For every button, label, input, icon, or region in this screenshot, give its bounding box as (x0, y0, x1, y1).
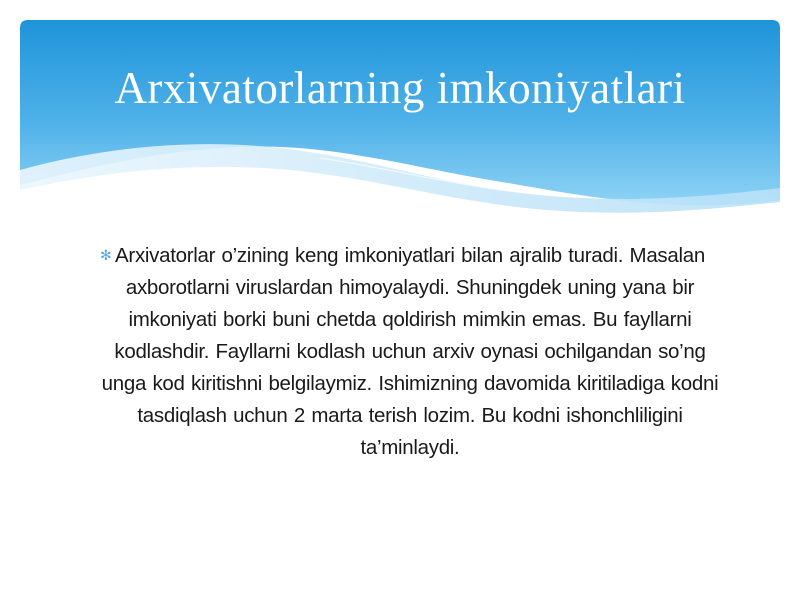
header-wave-graphic (20, 20, 780, 220)
bullet-text: Arxivatorlar o’zining keng imkoniyatlari bilan ajralib turadi. Masalan axborotlarni viruslardan himoyalaydi. Shuningdek uning yana bir imkoniyati borki buni chetda qoldirish mimkin emas. Bu fayllarni kodlashdir. Fayllarni kodlash uchun arxiv oynasi ochilgandan so’ng unga kod kiritishni belgilaymiz. Ishimizning davomida kiritiladiga kodni tasdiqlash uchun 2 marta terish lozim. Bu kodni ishonchliligini ta’minlaydi. (101, 244, 719, 459)
asterisk-bullet-icon: ✻ (100, 248, 112, 264)
header-band (20, 20, 780, 220)
bullet-list (100, 240, 720, 464)
slide-title: Arxivatorlarning imkoniyatlari (114, 63, 686, 113)
bullet-item (100, 240, 720, 464)
